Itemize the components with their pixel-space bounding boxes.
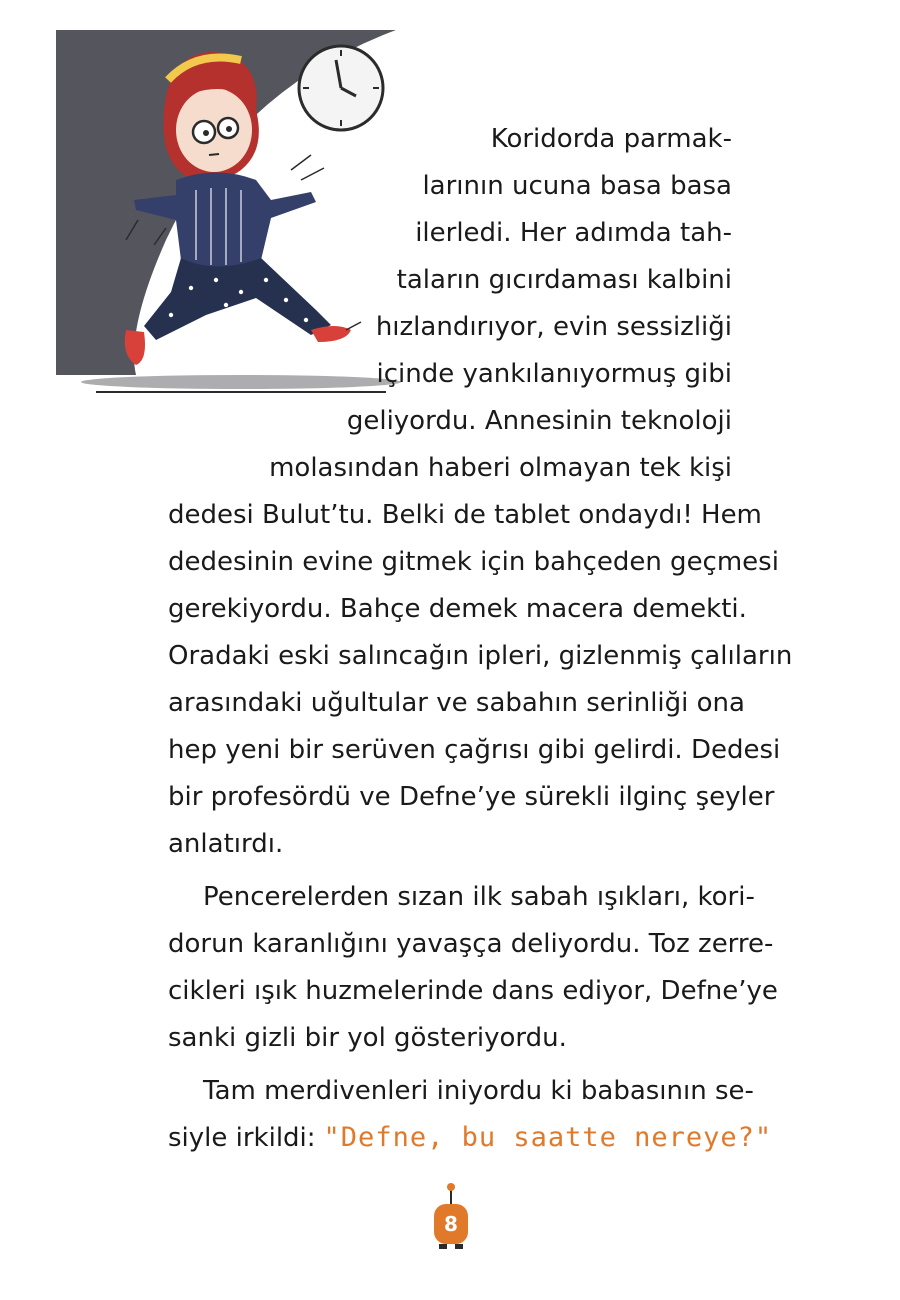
text-line-21: Tam merdivenleri iniyordu ki babasının se- <box>203 1076 754 1106</box>
text-line-14: hep yeni bir serüven çağrısı gibi gelirdi. Dedesi <box>168 735 781 765</box>
text-line-20: sanki gizli bir yol gösteriyordu. <box>168 1023 567 1053</box>
clock-icon <box>299 46 383 130</box>
text-line-15: bir profesördü ve Defne’ye sürekli ilginç şeyler <box>168 782 775 812</box>
text-line-9: dedesi Bulut’tu. Belki de tablet ondaydı! Hem <box>168 500 762 530</box>
page-number: 8 <box>444 1212 458 1236</box>
text-line-12: Oradaki eski salıncağın ipleri, gizlenmiş çalıların <box>168 641 793 671</box>
text-line-22-lead: siyle irkildi: <box>168 1123 316 1153</box>
text-line-11: gerekiyordu. Bahçe demek macera demekti. <box>168 594 747 624</box>
text-line-6: içinde yankılanıyormuş gibi <box>376 359 732 389</box>
text-line-1: Koridorda parmak- <box>490 124 732 154</box>
page-number-badge <box>432 1182 470 1254</box>
text-line-19: cikleri ışık huzmelerinde dans ediyor, Defne’ye <box>168 976 778 1006</box>
text-line-8: molasından haberi olmayan tek kişi <box>269 453 732 483</box>
text-line-10: dedesinin evine gitmek için bahçeden geçmesi <box>168 547 779 577</box>
text-line-4: taların gıcırdaması kalbini <box>396 265 732 295</box>
dialogue-quote: "Defne, bu saatte nereye?" <box>323 1122 773 1153</box>
text-line-2: larının ucuna basa basa <box>422 171 732 201</box>
text-line-13: arasındaki uğultular ve sabahın serinliği ona <box>168 688 745 718</box>
text-line-18: dorun karanlığını yavaşça deliyordu. Toz zerre- <box>168 929 774 959</box>
text-line-5: hızlandırıyor, evin sessizliği <box>375 312 732 342</box>
text-line-7: geliyordu. Annesinin teknoloji <box>346 406 732 436</box>
text-line-22 <box>168 1123 772 1153</box>
running-girl-clock-illustration <box>56 30 401 400</box>
text-line-3: ilerledi. Her adımda tah- <box>415 218 732 248</box>
text-line-16: anlatırdı. <box>168 829 284 859</box>
text-line-17: Pencerelerden sızan ilk sabah ışıkları, kori- <box>203 882 755 912</box>
